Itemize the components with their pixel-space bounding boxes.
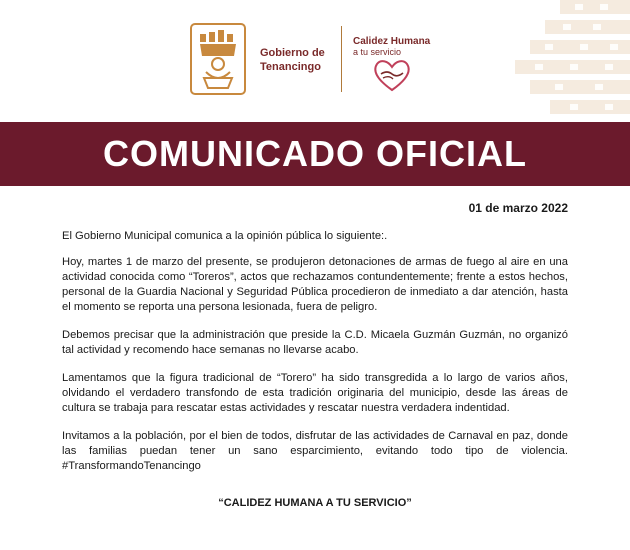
page-title: COMUNICADO OFICIAL: [103, 133, 527, 174]
gov-line-2: Tenancingo: [260, 61, 321, 73]
paragraph-intro: El Gobierno Municipal comunica a la opinión pública lo siguiente:.: [62, 230, 388, 242]
paragraph-incident: Hoy, martes 1 de marzo del presente, se produjeron detonaciones de armas de fuego al aire en una actividad conocida como “Toreros”, actos que rechazamos contundentemente; frente a estos hechos, personal de la Guardia Nacional y Seguridad Pública procedieron de inmediato a dar atención, hasta el momento se reporta una persona lesionada, fuera de peligro.: [62, 256, 568, 313]
letterhead: [0, 0, 630, 122]
calidez-line-1: Calidez Humana: [353, 36, 431, 47]
logo-divider: [341, 26, 342, 92]
calidez-line-2: a tu servicio: [353, 47, 402, 57]
gov-line-1: Gobierno de: [260, 47, 325, 59]
calidez-slogan-logo: [353, 36, 430, 58]
paragraph-invitation: Invitamos a la población, por el bien de todos, disfrutar de las actividades de Carnaval en paz, donde las familias puedan tener un sano esparcimiento, evitando todo tipo de violencia. #TransformandoTenancingo: [62, 430, 568, 472]
document-date: 01 de marzo 2022: [468, 201, 568, 215]
government-logo: [188, 22, 453, 97]
municipal-crest-icon: [188, 22, 248, 97]
closing-slogan: “CALIDEZ HUMANA A TU SERVICIO”: [218, 497, 412, 509]
government-name: [260, 46, 325, 74]
title-banner: [0, 122, 630, 186]
paragraph-tradition: Lamentamos que la figura tradicional de “Torero” ha sido transgredida a lo largo de varios años, olvidando el verdadero transfondo de esta tradición originaria del municipio, desde las áreas de cultura se trabaja para rescatar estas actividades y rescatar nuestra verdadera indentidad.: [62, 372, 568, 414]
heart-hands-icon: [371, 58, 413, 92]
pyramid-pattern-decoration: [515, 0, 630, 122]
paragraph-clarification: Debemos precisar que la administración que preside la C.D. Micaela Guzmán Guzmán, no organizó tal actividad y recomendo hace semanas no llevarse acabo.: [62, 329, 568, 356]
document-body: [62, 229, 568, 487]
